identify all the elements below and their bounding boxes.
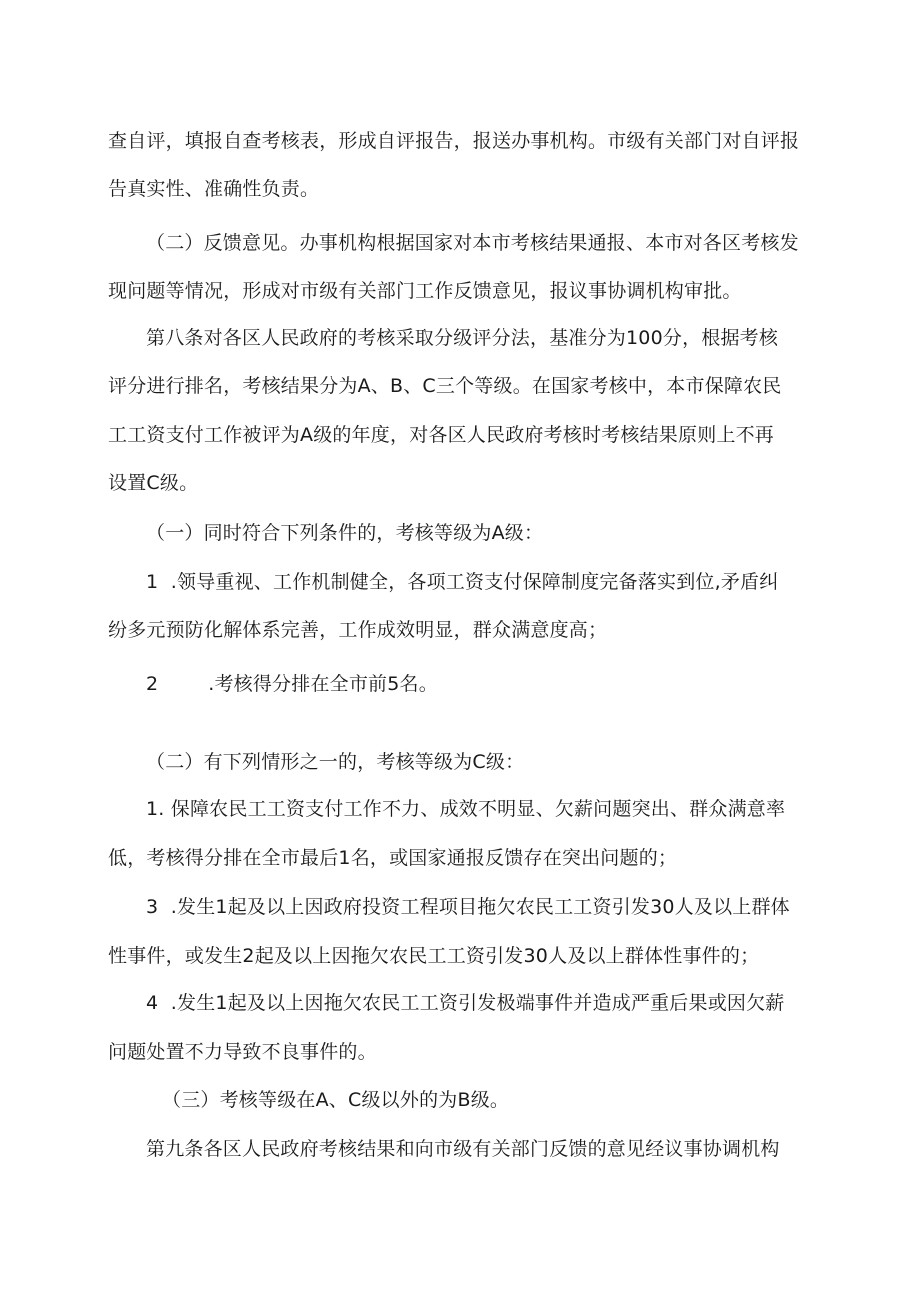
paragraph-1-line-2: 告真实性、准确性负责。 [108,178,320,200]
paragraph-2-line-2: 现问题等情况，形成对市级有关部门工作反馈意见，报议事协调机构审批。 [108,280,742,302]
paragraph-3-line-2: 评分进行排名，考核结果分为A、B、C三个等级。在国家考核中，本市保障农民 [108,375,782,397]
paragraph-3-line-1: 第八条对各区人民政府的考核采取分级评分法，基准分为100分，根据考核 [146,327,779,349]
paragraph-10-line-2: 问题处置不力导致不良事件的。 [108,1041,377,1063]
paragraph-4-line-1: （一）同时符合下列条件的，考核等级为A级： [146,522,544,544]
paragraph-12-line-1: 第九条各区人民政府考核结果和向市级有关部门反馈的意见经议事协调机构 [146,1138,780,1160]
paragraph-5-line-2: 纷多元预防化解体系完善，工作成效明显，群众满意度高； [108,619,608,641]
paragraph-3-line-3: 工工资支付工作被评为A级的年度，对各区人民政府考核时考核结果原则上不再 [108,424,774,446]
paragraph-9-line-2: 性事件，或发生2起及以上因拖欠农民工工资引发30人及以上群体性事件的； [108,945,760,967]
paragraph-1-line-1: 查自评，填报自查考核表，形成自评报告，报送办事机构。市级有关部门对自评报 [108,130,800,152]
paragraph-6-line-1: 2 .考核得分排在全市前5名。 [146,673,438,695]
paragraph-9-line-1: 3 .发生1起及以上因政府投资工程项目拖欠农民工工资引发30人及以上群体 [146,896,790,918]
paragraph-3-line-4: 设置C级。 [108,472,199,494]
paragraph-8-line-2: 低，考核得分排在全市最后1名，或国家通报反馈存在突出问题的； [108,847,678,869]
paragraph-2-line-1: （二）反馈意见。办事机构根据国家对本市考核结果通报、本市对各区考核发 [146,232,799,254]
paragraph-8-line-1: 1. 保障农民工工资支付工作不力、成效不明显、欠薪问题突出、群众满意率 [146,798,786,820]
paragraph-11-line-1: （三）考核等级在A、C级以外的为B级。 [162,1089,510,1111]
paragraph-7-line-1: （二）有下列情形之一的，考核等级为C级： [146,751,525,773]
paragraph-10-line-1: 4 .发生1起及以上因拖欠农民工工资引发极端事件并造成严重后果或因欠薪 [146,992,785,1014]
paragraph-5-line-1: 1 .领导重视、工作机制健全，各项工资支付保障制度完备落实到位,矛盾纠 [146,571,779,593]
